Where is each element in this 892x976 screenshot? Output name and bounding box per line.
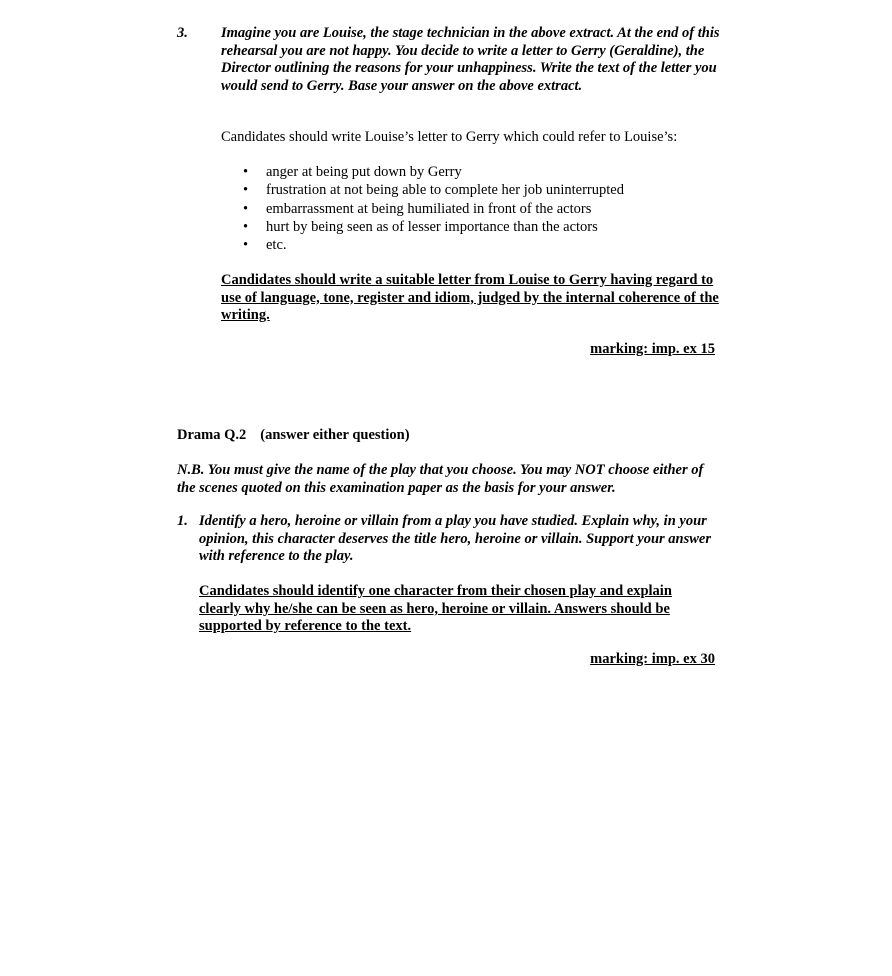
list-item: • embarrassment at being humiliated in front of the actors <box>243 200 592 217</box>
bullet-icon: • <box>243 237 249 254</box>
question-1-prompt: Identify a hero, heroine or villain from a play you have studied. Explain why, in your opinion, this character deserves the title hero, heroine or villain. Support your answer with reference to the play. <box>199 513 711 564</box>
question-3-bullet-list <box>221 164 721 255</box>
drama-q2-subheading: (answer either question) <box>260 427 410 443</box>
bullet-icon: • <box>243 164 249 180</box>
question-3-marking-guidance: Candidates should write a suitable letter from Louise to Gerry having regard to use of language, tone, register and idiom, judged by the internal coherence of the writing. <box>221 272 719 323</box>
drama-q2-title: Drama Q.2 <box>177 427 247 443</box>
bullet-icon: • <box>243 182 249 199</box>
list-item: • hurt by being seen as of lesser importance than the actors <box>243 218 598 235</box>
list-item: • etc. <box>243 237 287 254</box>
question-3-answer-intro: Candidates should write Louise’s letter to Gerry which could refer to Louise’s: <box>221 129 678 145</box>
question-3-marking: marking: imp. ex 15 <box>590 341 715 357</box>
list-item: • frustration at not being able to complete her job uninterrupted <box>243 182 624 199</box>
question-1-number: 1. <box>177 513 188 529</box>
bullet-icon: • <box>243 200 249 217</box>
bullet-icon: • <box>243 218 249 235</box>
question-3-prompt: Imagine you are Louise, the stage technician in the above extract. At the end of this rehearsal you are not happy. You decide to write a letter to Gerry (Geraldine), the Director outlining the reasons for your unhappiness. Write the text of the letter you would send to Gerry. Base your answer on the above extract. <box>221 25 720 94</box>
drama-q2-heading <box>177 427 410 445</box>
drama-q2-note: N.B. You must give the name of the play that you choose. You may NOT choose either of the scenes quoted on this examination paper as the basis for your answer. <box>177 462 704 496</box>
question-3-number: 3. <box>177 25 188 41</box>
question-1-marking-guidance: Candidates should identify one character from their chosen play and explain clearly why he/she can be seen as hero, heroine or villain. Answers should be supported by reference to the text. <box>199 583 672 634</box>
list-item: • anger at being put down by Gerry <box>243 164 462 180</box>
question-1-marking: marking: imp. ex 30 <box>590 651 715 667</box>
